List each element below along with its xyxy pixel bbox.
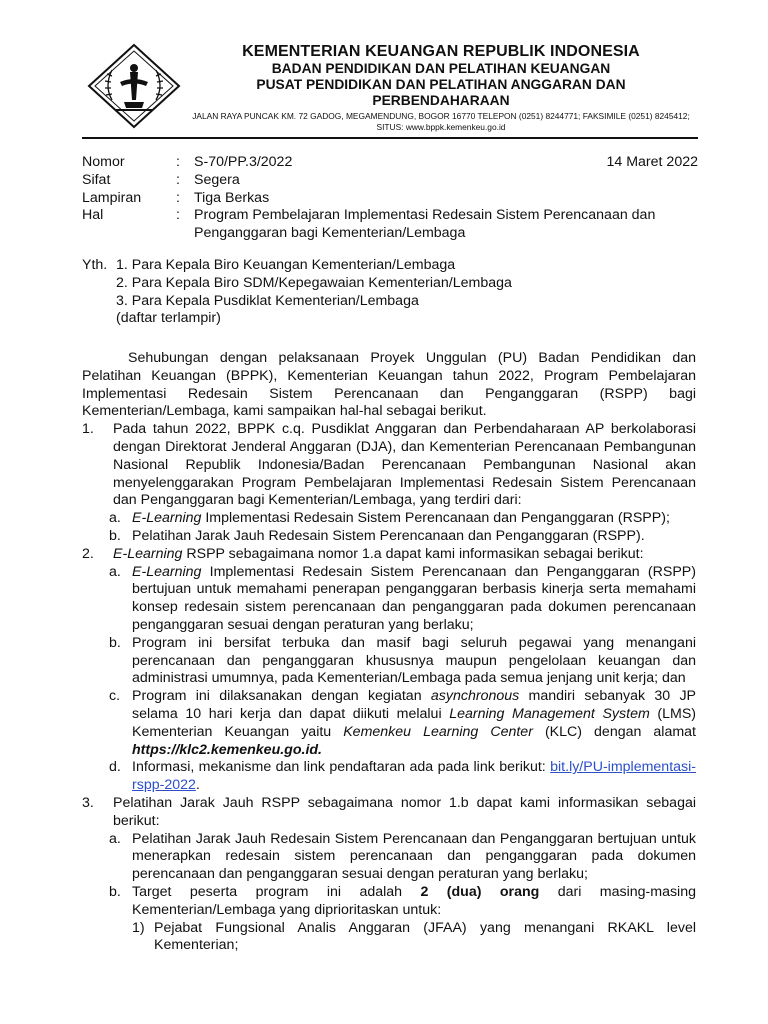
recipient-row	[82, 293, 698, 311]
item-text	[132, 884, 696, 920]
lampiran-value: Tiga Berkas	[194, 189, 270, 206]
intro-paragraph: Sehubungan dengan pelaksanaan Proyek Unggulan (PU) Badan Pendidikan dan Pelatihan Keuangan (BPPK), Kementerian Keuangan tahun 2022, Program Pembelajaran Implementasi Redesain Sistem Perencanaan dan Penganggaran (RSPP) bagi Kementerian/Lembaga, kami sampaikan hal-hal sebagai berikut.	[82, 350, 696, 420]
item-text: Pelatihan Jarak Jauh Redesain Sistem Perencanaan dan Penganggaran (RSPP).	[132, 527, 645, 544]
list-item	[109, 688, 696, 759]
nomor-value: S-70/PP.3/2022	[194, 154, 293, 170]
sifat-value: Segera	[194, 171, 240, 188]
text-run: .	[195, 777, 200, 794]
text-run: Implementasi Redesain Sistem Perencanaan dan Penganggaran (RSPP);	[201, 510, 670, 527]
kemenkeu-logo-icon	[86, 42, 182, 130]
hal-label: Hal	[82, 207, 104, 224]
item-letter: a.	[109, 510, 121, 527]
recipient-row	[82, 257, 698, 275]
meta-lampiran	[82, 190, 698, 208]
list-item	[109, 528, 696, 546]
colon: :	[176, 207, 180, 224]
item-letter: c.	[109, 688, 121, 705]
text-run: Target peserta program ini adalah	[132, 883, 421, 900]
colon: :	[176, 189, 180, 206]
ministry-name: KEMENTERIAN KEUANGAN REPUBLIK INDONESIA	[242, 43, 640, 60]
text-run: Program ini dilaksanakan dengan kegiatan	[132, 688, 431, 705]
item-text	[132, 510, 696, 528]
klc-url: https://klc2.kemenkeu.go.id.	[132, 741, 323, 758]
text-run: RSPP sebagaimana nomor 1.a dapat kami informasikan sebagai berikut:	[182, 545, 644, 562]
recipient-note: (daftar terlampir)	[116, 310, 221, 327]
item-letter: d.	[109, 759, 121, 776]
recipient-item: 3. Para Kepala Pusdiklat Kementerian/Lembaga	[116, 292, 419, 309]
list-item	[109, 564, 696, 635]
hal-value: Program Pembelajaran Implementasi Redesain Sistem Perencanaan dan Penganggaran bagi Kementerian/Lembaga	[194, 207, 656, 242]
meta-hal	[82, 207, 698, 243]
agency-name: BADAN PENDIDIKAN DAN PELATIHAN KEUANGAN	[271, 61, 611, 76]
item-number: 3.	[82, 794, 94, 811]
lampiran-label: Lampiran	[82, 189, 142, 206]
item-letter: b.	[109, 634, 121, 651]
item-text: Program ini bersifat terbuka dan masif bagi seluruh pegawai yang menangani perencanaan dan penganggaran khususnya maupun pengelolaan keuangan dan administrasi umumnya, pada Kementerian/Lembaga pada semua jenjang unit kerja; dan	[132, 634, 696, 687]
letterhead	[186, 42, 696, 133]
bold-text: 2 (dua) orang	[420, 883, 540, 900]
text-run: (KLC) dengan alamat	[532, 723, 696, 740]
item-text: Pelatihan Jarak Jauh RSPP sebagaimana nomor 1.b dapat kami informasikan sebagai berikut:	[113, 794, 696, 829]
recipient-item: 1. Para Kepala Biro Keuangan Kementerian/Lembaga	[116, 257, 456, 273]
colon: :	[176, 154, 180, 170]
item-letter: b.	[109, 527, 121, 544]
letterhead-address: JALAN RAYA PUNCAK KM. 72 GADOG, MEGAMENDUNG, BOGOR 16770 TELEPON (0251) 8244771; FAKSIMILE (0251) 8245412; SITUS: www.bppk.kemenkeu.go.id	[192, 111, 690, 132]
recipient-item: 2. Para Kepala Biro SDM/Kepegawaian Kementerian/Lembaga	[116, 274, 512, 291]
text-run: dari masing-masing Kementerian/Lembaga yang diprioritaskan untuk:	[132, 883, 696, 918]
sifat-label: Sifat	[82, 171, 111, 188]
text-run: Implementasi Redesain Sistem Perencanaan dan Penganggaran (RSPP) bertujuan untuk memahami penerapan penganggaran berbasis kinerja serta memahami konsep redesain sistem perencanaan dan penganggaran pada dokumen perencanaan penganggaran sesuai dengan peraturan yang berlaku;	[132, 563, 696, 633]
item-text	[113, 546, 696, 564]
recipient-row	[82, 275, 698, 293]
list-item	[109, 510, 696, 528]
emphasis: Learning Management System	[449, 705, 650, 722]
recipients	[82, 257, 698, 328]
indent	[82, 310, 116, 328]
list-item	[109, 831, 696, 884]
item-text	[132, 688, 696, 759]
emphasis: E-Learning	[132, 510, 202, 527]
recipient-row	[82, 310, 698, 328]
item-subnumber: 1)	[132, 919, 145, 936]
item-number: 2.	[82, 545, 94, 562]
item-number: 1.	[82, 421, 94, 438]
list-item	[132, 920, 696, 956]
list-item	[82, 421, 696, 510]
list-item	[82, 546, 696, 564]
emphasis: Kemenkeu Learning Center	[343, 723, 533, 740]
registration-link[interactable]: bit.ly/PU-implementasi-rspp-2022	[132, 759, 696, 794]
text-run: mandiri sebanyak 30 JP selama 10 hari kerja dan dapat diikuti melalui	[132, 688, 697, 722]
text-run: Informasi, mekanisme dan link pendaftaran ada pada link berikut:	[132, 759, 551, 776]
letter-meta	[82, 154, 698, 243]
item-letter: a.	[109, 563, 121, 580]
item-letter: b.	[109, 883, 121, 900]
emphasis: E-Learning	[132, 563, 202, 580]
item-text	[132, 564, 696, 635]
list-item	[109, 635, 696, 688]
item-letter: a.	[109, 830, 121, 847]
colon: :	[176, 171, 180, 188]
item-text: Pelatihan Jarak Jauh Redesain Sistem Perencanaan dan Penganggaran bertujuan untuk menerapkan redesain sistem perencanaan dan penganggaran pada dokumen perencanaan dan penganggaran sesuai dengan peraturan yang berlaku;	[132, 830, 696, 883]
center-name: PUSAT PENDIDIKAN DAN PELATIHAN ANGGARAN DAN PERBENDAHARAAN	[256, 77, 626, 108]
nomor-label: Nomor	[82, 154, 125, 170]
letterhead-divider	[82, 137, 698, 139]
list-item	[82, 795, 696, 831]
item-text: Pada tahun 2022, BPPK c.q. Pusdiklat Anggaran dan Perbendaharaan AP berkolaborasi dengan Direktorat Jenderal Anggaran (DJA), dan Kementerian Perencanaan Pembangunan Nasional Republik Indonesia/Badan Perencanaan Pembangunan Nasional akan menyelenggarakan Program Pembelajaran Implementasi Redesain Sistem Perencanaan dan Penganggaran bagi Kementerian/Lembaga, yang terdiri dari:	[113, 421, 696, 509]
item-text: Pejabat Fungsional Analis Anggaran (JFAA) yang menangani RKAKL level Kementerian;	[154, 919, 696, 954]
text-run: (LMS) Kementerian Keuangan yaitu	[132, 705, 697, 740]
letter-body	[82, 350, 696, 955]
list-item	[109, 884, 696, 920]
item-text	[132, 759, 696, 795]
letter-date: 14 Maret 2022	[606, 154, 698, 170]
list-item	[109, 759, 696, 795]
meta-sifat	[82, 172, 698, 190]
indent	[82, 293, 116, 311]
emphasis: asynchronous	[430, 688, 520, 705]
emphasis: E-Learning	[113, 545, 183, 562]
indent	[82, 275, 116, 293]
yth-label: Yth.	[82, 257, 108, 273]
